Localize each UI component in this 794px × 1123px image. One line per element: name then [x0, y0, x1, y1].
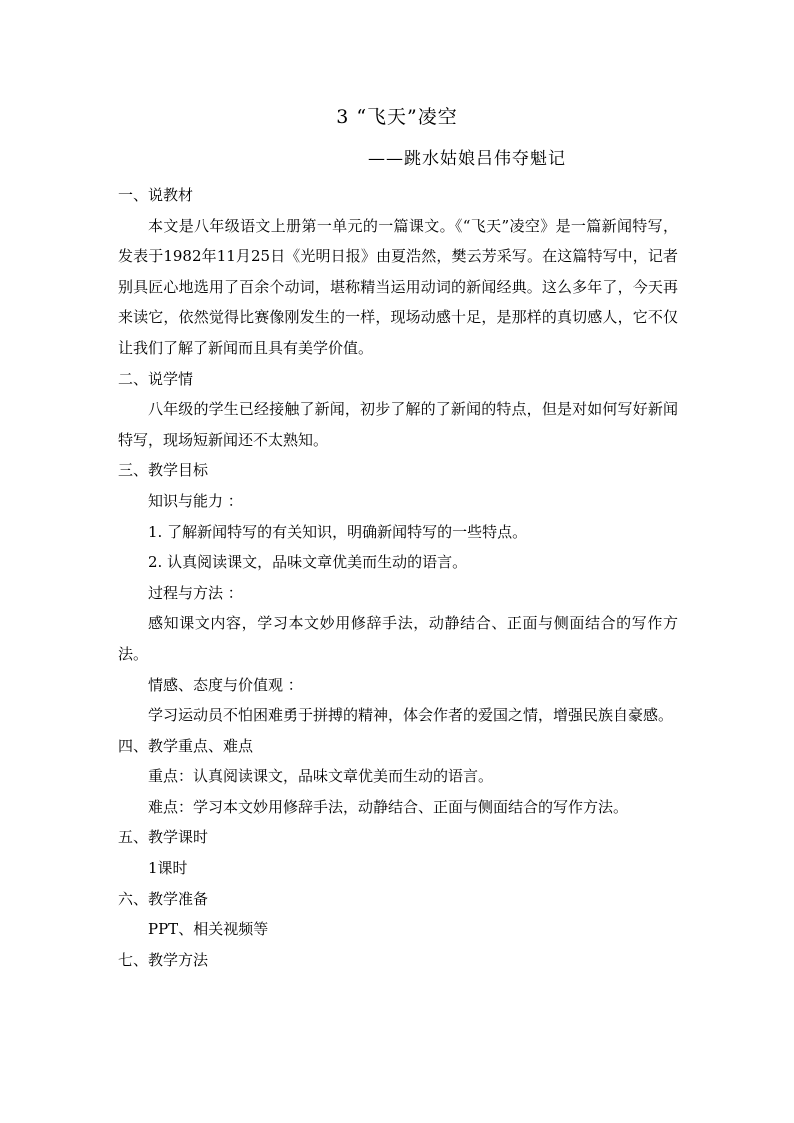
- section-heading-4: 四、教学重点、难点: [118, 736, 254, 755]
- difficult-point: 难点：学习本文妙用修辞手法，动静结合、正面与侧面结合的写作方法。: [148, 797, 629, 816]
- document-subtitle: ——跳水姑娘吕伟夺魁记: [368, 149, 566, 169]
- section-heading-2: 二、说学情: [118, 369, 194, 388]
- document-body: [118, 180, 678, 975]
- objective-process-label: 过程与方法 ：: [148, 583, 243, 602]
- section-2-paragraph: 八年级的学生已经接触了新闻，初步了解的了新闻的特点，但是对如何写好新闻特写，现场短新闻还不太熟知。: [118, 400, 678, 449]
- objective-emotion-label: 情感、态度与价值观 ：: [148, 675, 303, 694]
- document-title: 3 “飞天”凌空: [336, 106, 458, 128]
- objective-item-1: 1. 了解新闻特写的有关知识，明确新闻特写的一些特点。: [148, 522, 528, 541]
- section-heading-6: 六、教学准备: [118, 889, 209, 908]
- preparation-value: PPT、相关视频等: [148, 920, 269, 939]
- section-1-paragraph: 本文是八年级语文上册第一单元的一篇课文。《“飞天”凌空》是一篇新闻特写，发表于1982年11月25日《光明日报》由夏浩然，樊云芳采写。在这篇特写中，记者别具匠心地选用了百余个动词，堪称精当运用动词的新闻经典。这么多年了，今天再来读它，依然觉得比赛像刚发生的一样，现场动感十足，是那样的真切感人，它不仅让我们了解了新闻而且具有美学价值。: [118, 216, 678, 357]
- section-heading-5: 五、教学课时: [118, 828, 209, 847]
- objective-item-2: 2. 认真阅读课文，品味文章优美而生动的语言。: [148, 553, 468, 572]
- class-hours-value: 1课时: [148, 859, 188, 878]
- objective-process-paragraph: 感知课文内容，学习本文妙用修辞手法，动静结合、正面与侧面结合的写作方法。: [118, 614, 678, 663]
- section-heading-3: 三、教学目标: [118, 461, 209, 480]
- section-heading-7: 七、教学方法: [118, 950, 209, 969]
- objective-emotion-paragraph: 学习运动员不怕困难勇于拼搏的精神，体会作者的爱国之情，增强民族自豪感。: [148, 706, 674, 725]
- section-heading-1: 一、说教材: [118, 186, 194, 204]
- key-point: 重点：认真阅读课文，品味文章优美而生动的语言。: [148, 767, 494, 786]
- objective-knowledge-label: 知识与能力 ：: [148, 491, 243, 510]
